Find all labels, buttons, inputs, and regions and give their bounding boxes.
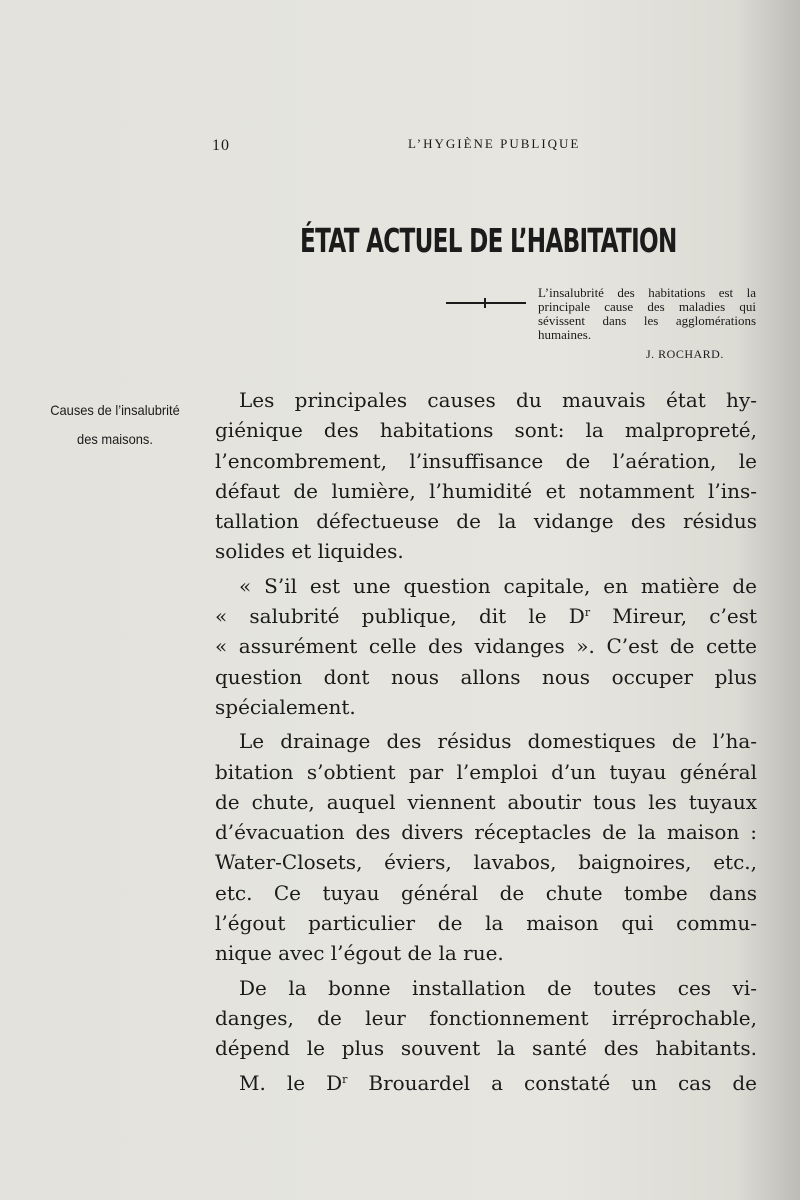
text-line: « assurément celle des vidanges ». C’est de cette: [215, 634, 757, 659]
epigraph-author: J. ROCHARD.: [646, 347, 724, 361]
text-line: [215, 1068, 757, 1098]
epigraph-quote: L’insalubrité des habitations est la principale cause des maladies qui sévissent dans les agglomérations humaines.: [538, 285, 756, 342]
text-line: danges, de leur fonctionnement irréprochable,: [215, 1005, 757, 1030]
text-line: défaut de lumière, l’humidité et notamment l’ins-: [215, 478, 757, 503]
text-line: Le drainage des résidus domestiques de l’ha-: [239, 729, 757, 754]
superscript: r: [342, 1072, 348, 1086]
text-line: l’égout particulier de la maison qui commu-: [215, 911, 757, 936]
paragraph: [215, 1068, 757, 1098]
text-line: l’encombrement, l’insuffisance de l’aération, le: [215, 448, 757, 473]
text-line: solides et liquides.: [215, 539, 404, 564]
margin-note: [28, 396, 203, 454]
paragraph: [215, 571, 757, 722]
superscript: r: [584, 606, 591, 620]
margin-note-line: Causes de l’insalubrité: [50, 402, 180, 418]
text-line: question dont nous allons nous occuper plus: [215, 664, 757, 689]
text-line: spécialement.: [215, 694, 356, 719]
body-text: [215, 385, 757, 1098]
paragraph: [215, 726, 757, 968]
text-fragment: « salubrité publique, dit le D: [215, 604, 585, 629]
margin-note-line: des maisons.: [77, 431, 153, 447]
text-line: De la bonne installation de toutes ces vi-: [239, 975, 757, 1000]
paragraph: [215, 973, 757, 1064]
text-line: bitation s’obtient par l’emploi d’un tuyau général: [215, 759, 757, 784]
text-line: « S’il est une question capitale, en matière de: [239, 573, 757, 598]
text-fragment: M. le D: [239, 1070, 343, 1095]
chapter-title: ÉTAT ACTUEL DE L’HABITATION: [300, 221, 677, 260]
text-line: Les principales causes du mauvais état hy-: [239, 388, 757, 412]
text-line: nique avec l’égout de la rue.: [215, 941, 504, 966]
text-fragment: Brouardel a constaté un cas de: [347, 1070, 757, 1095]
ornamental-rule: [446, 302, 526, 304]
page-number: 10: [212, 137, 230, 154]
text-line: de chute, auquel viennent aboutir tous les tuyaux: [215, 789, 757, 814]
text-line: d’évacuation des divers réceptacles de la maison :: [215, 820, 757, 845]
text-line: tallation défectueuse de la vidange des résidus: [215, 509, 757, 534]
text-line: [215, 601, 757, 631]
text-line: Water-Closets, éviers, lavabos, baignoires, etc.,: [215, 850, 757, 875]
text-line: dépend le plus souvent la santé des habitants.: [215, 1036, 757, 1061]
text-line: etc. Ce tuyau général de chute tombe dans: [215, 880, 757, 905]
text-fragment: Mireur, c’est: [590, 604, 757, 629]
paragraph: [215, 385, 757, 567]
text-line: giénique des habitations sont: la malpropreté,: [215, 418, 757, 443]
running-title: L’HYGIÈNE PUBLIQUE: [408, 136, 581, 151]
